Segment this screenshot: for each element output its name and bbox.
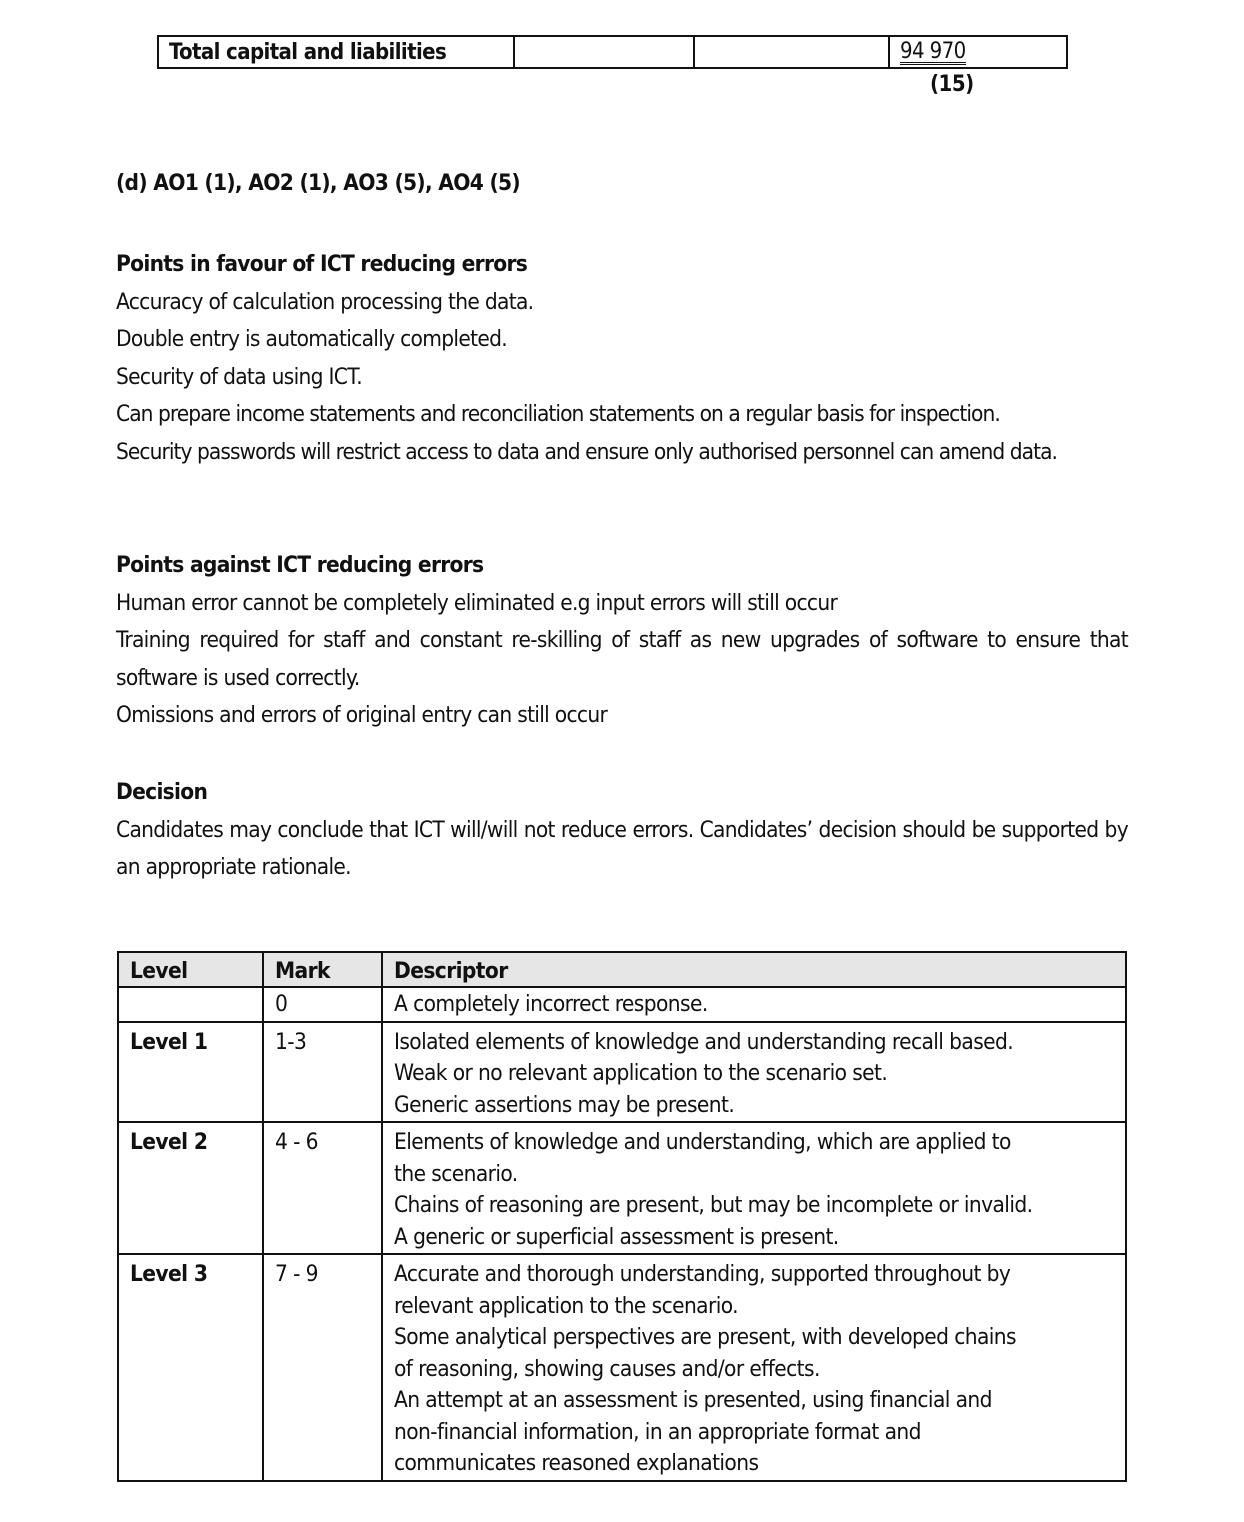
table-header-row xyxy=(118,952,1126,987)
list-item: Security passwords will restrict access to data and ensure only authorised personnel can amend data. xyxy=(116,438,1058,465)
list-item: Can prepare income statements and reconciliation statements on a regular basis for inspection. xyxy=(116,401,1000,428)
descriptor-line: Isolated elements of knowledge and understanding recall based. xyxy=(394,1028,1014,1055)
decision-title: Decision xyxy=(116,779,208,805)
table-row xyxy=(118,1122,1126,1254)
descriptor-line: relevant application to the scenario. xyxy=(394,1292,738,1319)
section-d-heading: (d) AO1 (1), AO2 (1), AO3 (5), AO4 (5) xyxy=(116,170,520,196)
mark-cell: 7 - 9 xyxy=(263,1254,382,1481)
descriptor-line: Generic assertions may be present. xyxy=(394,1091,735,1118)
table-row xyxy=(118,1254,1126,1481)
level-cell xyxy=(118,987,263,1022)
level-cell: Level 3 xyxy=(118,1254,263,1481)
descriptor-line: A completely incorrect response. xyxy=(394,991,708,1017)
descriptor-line: Some analytical perspectives are present, with developed chains xyxy=(394,1324,1016,1350)
descriptor-cell xyxy=(382,1022,1126,1123)
descriptor-line: communicates reasoned explanations xyxy=(394,1450,759,1476)
empty-cell xyxy=(694,36,889,68)
descriptor-cell xyxy=(382,987,1126,1022)
descriptor-line: non-financial information, in an appropriate format and xyxy=(394,1418,921,1445)
header-descriptor: Descriptor xyxy=(382,952,1126,987)
header-mark: Mark xyxy=(263,952,382,987)
list-item: Accuracy of calculation processing the data. xyxy=(116,288,534,315)
descriptor-line: Weak or no relevant application to the scenario set. xyxy=(394,1060,888,1086)
list-item: Training required for staff and constant re-skilling of staff as new upgrades of software to ensure that software is used correctly. xyxy=(116,627,1128,691)
descriptor-cell xyxy=(382,1254,1126,1481)
descriptor-line: An attempt at an assessment is presented, using financial and xyxy=(394,1387,992,1413)
against-title: Points against ICT reducing errors xyxy=(116,552,484,578)
total-value: 94 970 xyxy=(900,39,966,64)
mark-cell: 0 xyxy=(263,987,382,1022)
decision-text: Candidates may conclude that ICT will/will not reduce errors. Candidates’ decision should be supported by an appropriate rationale. xyxy=(116,816,1128,881)
table-row xyxy=(118,987,1126,1022)
in-favour-section xyxy=(116,246,1128,472)
descriptor-line: Chains of reasoning are present, but may be incomplete or invalid. xyxy=(394,1192,1033,1218)
empty-cell xyxy=(514,36,694,68)
table-row xyxy=(158,36,1067,68)
marks-total: (15) xyxy=(930,72,974,97)
descriptor-line: Accurate and thorough understanding, supported throughout by xyxy=(394,1261,1011,1287)
level-cell: Level 2 xyxy=(118,1122,263,1254)
descriptor-cell xyxy=(382,1122,1126,1254)
levels-mark-table xyxy=(117,951,1127,1482)
mark-cell: 1-3 xyxy=(263,1022,382,1123)
header-level: Level xyxy=(118,952,263,987)
descriptor-line: the scenario. xyxy=(394,1160,518,1187)
list-item: Security of data using ICT. xyxy=(116,363,362,390)
list-item: Human error cannot be completely eliminated e.g input errors will still occur xyxy=(116,589,838,616)
mark-cell: 4 - 6 xyxy=(263,1122,382,1254)
list-item: Omissions and errors of original entry can still occur xyxy=(116,702,608,729)
total-capital-liabilities-label: Total capital and liabilities xyxy=(158,36,514,68)
table-row xyxy=(118,1022,1126,1123)
level-cell: Level 1 xyxy=(118,1022,263,1123)
list-item: Double entry is automatically completed. xyxy=(116,326,507,353)
in-favour-title: Points in favour of ICT reducing errors xyxy=(116,251,528,277)
decision-section xyxy=(116,774,1128,887)
descriptor-line: of reasoning, showing causes and/or effects. xyxy=(394,1355,820,1382)
total-value-cell xyxy=(889,36,1067,68)
descriptor-line: Elements of knowledge and understanding, which are applied to xyxy=(394,1129,1011,1155)
balance-sheet-total-table xyxy=(157,35,1068,69)
against-section xyxy=(116,547,1128,735)
descriptor-line: A generic or superficial assessment is present. xyxy=(394,1223,839,1250)
